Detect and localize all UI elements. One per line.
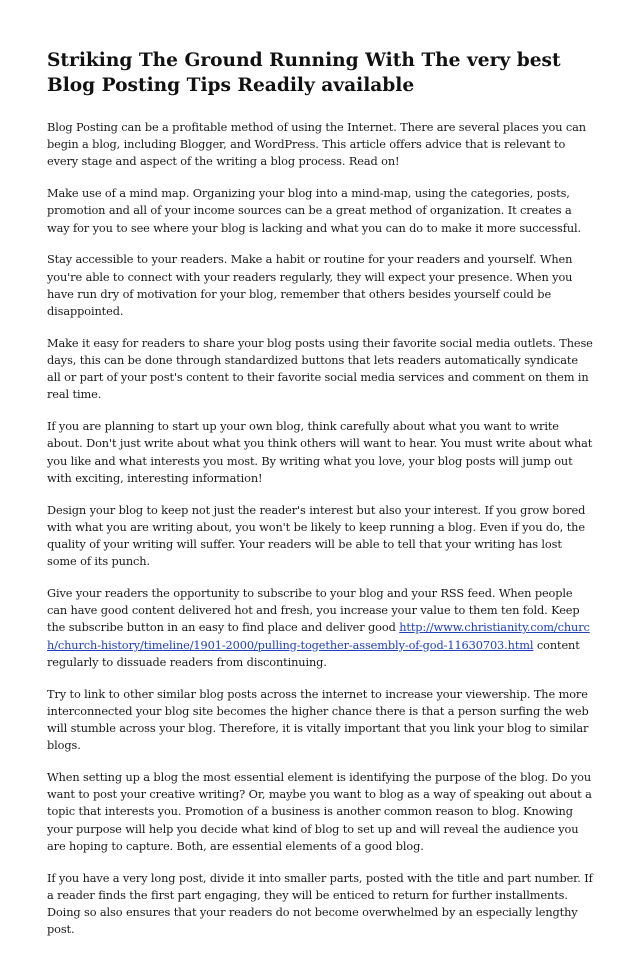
document-page: [47, 48, 593, 953]
paragraph-9: When setting up a blog the most essential element is identifying the purpose of the blog. Do you want to post your creative writing? Or, maybe you want to blog as a way of speaking out about a topic that interests you. Promotion of a business is another common reason to blog. Knowing your purpose will help you decide what kind of blog to set up and will reveal the audience you are hoping to capture. Both, are essential elements of a good blog.: [47, 770, 592, 853]
paragraph-8: Try to link to other similar blog posts across the internet to increase your viewership. The more interconnected your blog site becomes the higher chance there is that a person surfing the web will stumble across your blog. Therefore, it is vitally important that you link your blog to similar blogs.: [47, 686, 589, 753]
paragraph-5: If you are planning to start up your own blog, think carefully about what you want to write about. Don't just write about what you think others will want to hear. You must write about what you like and what interests you most. By writing what you love, your blog posts will jump out with exciting, interesting information!: [47, 419, 593, 485]
paragraph-3: Stay accessible to your readers. Make a habit or routine for your readers and yourself. When you're able to connect with your readers regularly, they will expect your presence. When you have run dry of motivation for your blog, remember that others besides yourself could be disappointed.: [47, 252, 573, 319]
paragraph-6: Design your blog to keep not just the reader's interest but also your interest. If you grow bored with what you are writing about, you won't be likely to keep running a blog. Even if you do, the quality of your writing will suffer. Your readers will be able to tell that your writing has lost some of its punch.: [47, 502, 586, 569]
paragraph-1: Blog Posting can be a profitable method of using the Internet. There are several places you can begin a blog, including Blogger, and WordPress. This article offers advice that is relevant to every stage and aspect of the writing a blog process. Read on!: [47, 120, 586, 169]
paragraph-4: Make it easy for readers to share your blog posts using their favorite social media outlets. These days, this can be done through standardized buttons that lets readers automatically syndicate all or part of your post's content to their favorite social media services and comment on them in real time.: [47, 335, 593, 402]
christianity-article-link[interactable]: http://www.christianity.com/church/church-history/timeline/1901-2000/pulling-together-assembly-of-god-11630703.html: [47, 620, 590, 652]
page-title: Striking The Ground Running With The very best Blog Posting Tips Readily available: [47, 50, 561, 96]
paragraph-2: Make use of a mind map. Organizing your blog into a mind-map, using the categories, posts, promotion and all of your income sources can be a great method of organization. It creates a way for you to see where your blog is lacking and what you can do to make it more successful.: [47, 186, 581, 235]
paragraph-7-with-link: [47, 585, 593, 671]
paragraph-7-text-after: content regularly to dissuade readers from discontinuing.: [47, 637, 580, 669]
paragraph-10: If you have a very long post, divide it into smaller parts, posted with the title and part number. If a reader finds the first part engaging, they will be enticed to return for further installments. Doing so also ensures that your readers do not become overwhelmed by an especially lengthy post.: [47, 870, 593, 937]
paragraph-7-text-before: Give your readers the opportunity to subscribe to your blog and your RSS feed. When people can have good content delivered hot and fresh, you increase your value to them ten fold. Keep the subscribe button in an easy to find place and deliver good: [47, 586, 580, 635]
